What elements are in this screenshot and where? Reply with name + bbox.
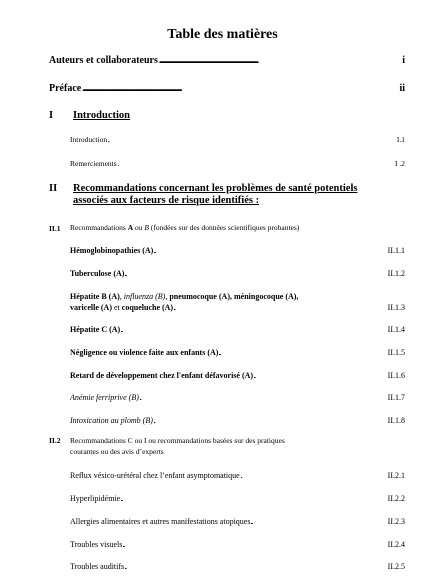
toc-entry-page: I .2 <box>395 159 405 168</box>
toc-entry-intoxication-plomb[interactable] <box>70 415 405 426</box>
toc-entry-hyperlipidemie[interactable] <box>70 493 405 504</box>
dot-leader <box>121 493 386 504</box>
dot-leader <box>140 392 387 403</box>
section-number: I <box>49 110 54 121</box>
dot-leader <box>108 135 396 144</box>
toc-entry-hepatite-b-line1[interactable]: Hépatite B (A), influenza (B), pneumocoque (A), méningocoque (A), <box>70 292 299 301</box>
toc-entry-page: II.1.3 <box>387 303 405 312</box>
toc-entry-label: Reflux vésico-urétéral chez l’enfant asymptomatique <box>70 471 240 480</box>
toc-entry-label: Auteurs et collaborateurs <box>49 55 158 66</box>
page-title: Table des matières <box>167 27 278 42</box>
toc-entry-label: Anémie ferriprive (B) <box>70 393 139 402</box>
toc-entry-label: Hyperlipidémie <box>70 494 121 503</box>
toc-entry-label: Préface <box>49 83 82 94</box>
subsection-text: Recommandations A ou B (fondées sur des données scientifiques probantes) <box>70 223 300 232</box>
toc-entry-label: Tuberculose (A) <box>70 269 125 278</box>
toc-entry-page: II.2.2 <box>387 494 405 503</box>
toc-entry-hepatite-b[interactable] <box>70 302 405 313</box>
dot-leader <box>241 470 387 481</box>
dot-leader <box>219 347 386 358</box>
toc-entry-reflux[interactable] <box>70 470 405 481</box>
toc-entry-remerciements[interactable] <box>70 159 405 168</box>
toc-entry-page: II.1.2 <box>387 269 405 278</box>
section-title-line: associés aux facteurs de risque identifiés : <box>73 195 260 206</box>
toc-entry-auteurs[interactable] <box>49 55 405 66</box>
toc-entry-negligence[interactable] <box>70 347 405 358</box>
toc-entry-label: varicelle (A) et coqueluche (A) <box>70 303 174 312</box>
toc-entry-page: II.1.5 <box>387 348 405 357</box>
toc-entry-page: i <box>402 55 405 66</box>
section-title[interactable] <box>73 183 357 207</box>
toc-entry-page: ii <box>399 83 405 94</box>
toc-entry-anemie[interactable] <box>70 392 405 403</box>
dot-leader <box>121 324 386 335</box>
toc-entry-tuberculose[interactable] <box>70 268 405 279</box>
subsection-number: II.2 <box>49 436 61 445</box>
dot-leader <box>254 370 387 381</box>
dot-leader <box>154 245 386 256</box>
toc-entry-hepatite-c[interactable] <box>70 324 405 335</box>
toc-entry-page: II.1.7 <box>387 393 405 402</box>
dot-leader <box>251 516 386 527</box>
toc-entry-page: II.2.5 <box>387 562 405 571</box>
toc-entry-label: Troubles auditifs <box>70 562 125 571</box>
toc-entry-label: Introduction <box>70 135 108 144</box>
toc-entry-preface[interactable] <box>49 83 405 94</box>
toc-entry-label: Troubles visuels <box>70 540 123 549</box>
toc-entry-page: II.2.3 <box>387 517 405 526</box>
toc-entry-page: II.1.4 <box>387 325 405 334</box>
toc-entry-page: II.2.1 <box>387 471 405 480</box>
dot-leader <box>159 55 401 66</box>
toc-entry-troubles-auditifs[interactable] <box>70 561 405 572</box>
dot-leader <box>82 83 398 94</box>
toc-entry-page: II.1.8 <box>387 416 405 425</box>
toc-entry-page: II.1.6 <box>387 371 405 380</box>
toc-entry-label: Intoxication au plomb (B) <box>70 416 153 425</box>
dot-leader <box>174 302 387 313</box>
toc-entry-allergies[interactable] <box>70 516 405 527</box>
toc-entry-introduction[interactable] <box>70 135 405 144</box>
toc-entry-page: I.1 <box>396 135 405 144</box>
section-title[interactable]: Introduction <box>73 110 130 121</box>
toc-entry-retard-developpement[interactable] <box>70 370 405 381</box>
subsection-number: II.1 <box>49 224 61 233</box>
toc-entry-label: Allergies alimentaires et autres manifestations atopiques <box>70 517 251 526</box>
toc-entry-label: Négligence ou violence faite aux enfants (A) <box>70 348 219 357</box>
toc-entry-troubles-visuels[interactable] <box>70 539 405 550</box>
toc-entry-label: Hémoglobinopathies (A) <box>70 246 154 255</box>
dot-leader <box>154 415 387 426</box>
dot-leader <box>123 539 386 550</box>
dot-leader <box>125 561 387 572</box>
dot-leader <box>118 159 394 168</box>
toc-entry-hemoglobinopathies[interactable] <box>70 245 405 256</box>
section-number: II <box>49 183 58 194</box>
toc-entry-label: Hépatite C (A) <box>70 325 121 334</box>
toc-entry-label: Remerciements <box>70 159 117 168</box>
toc-entry-label: Retard de développement chez l'enfant défavorisé (A) <box>70 371 254 380</box>
section-title-line: Recommandations concernant les problèmes de santé potentiels <box>73 183 358 194</box>
dot-leader <box>125 268 386 279</box>
toc-entry-page: II.2.4 <box>387 540 405 549</box>
toc-entry-page: II.1.1 <box>387 246 405 255</box>
subsection-text: Recommandations C ou I ou recommandations basées sur des pratiques courantes ou des avis d’experts <box>70 436 285 456</box>
